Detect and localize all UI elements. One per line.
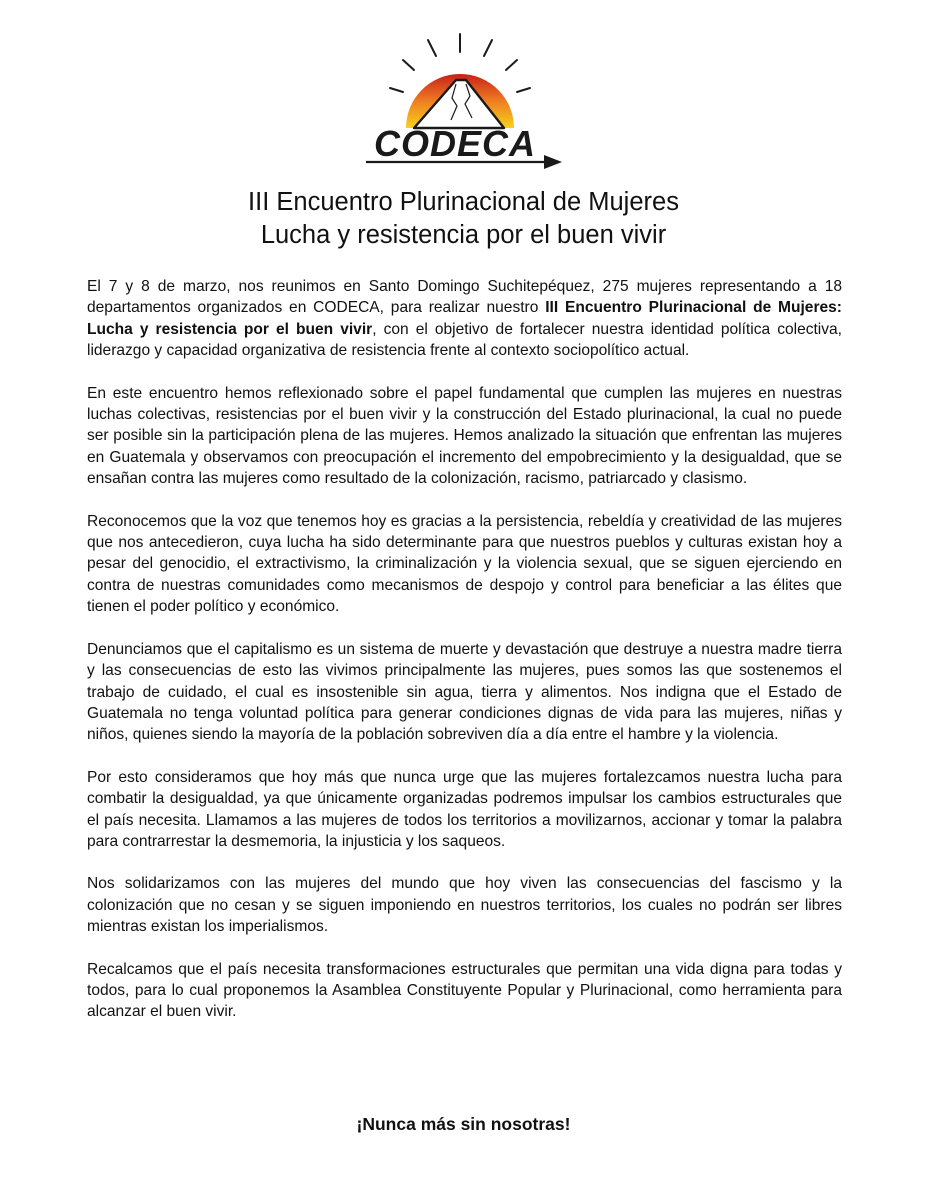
paragraph-1-event-name: III Encuentro Plurinacional de Mujeres: Lucha y resistencia por el buen vivir	[87, 299, 842, 338]
paragraph-1-rest: , con el objetivo de fortalecer nuestra identidad política colectiva, liderazgo y capacidad organizativa de resistencia frente al contexto sociopolítico actual.	[87, 320, 843, 360]
paragraph-3: Reconocemos que la voz que tenemos hoy es gracias a la persistencia, rebeldía y creatividad de las mujeres que nos antecedieron, cuya lucha ha sido determinante para que nuestros pueblos y culturas existan hoy a pesar del genocidio, el extractivismo, la criminalización y la violencia sexual, que se siguen ejerciendo en contra de nuestras comunidades como mecanismos de despojo y control para beneficiar a las élites que tienen el poder político y económico.	[87, 512, 842, 616]
paragraph-5: Por esto consideramos que hoy más que nunca urge que las mujeres fortalezcamos nuestra lucha para combatir la desigualdad, ya que únicamente organizadas podremos impulsar los cambios estructurales que el país necesita. Llamamos a las mujeres de todos los territorios a movilizarnos, accionar y tomar la palabra para contrarrestar la desmemoria, la injusticia y los saqueos.	[87, 768, 842, 850]
paragraph-6: Nos solidarizamos con las mujeres del mundo que hoy viven las consecuencias del fascismo y la colonización que no cesan y se siguen imponiendo en nuestros territorios, los cuales no podrán ser libres mientras existan los imperialismos.	[87, 875, 842, 936]
logo-text: CODECA	[374, 123, 537, 164]
paragraph-2: En este encuentro hemos reflexionado sobre el papel fundamental que cumplen las mujeres en nuestras luchas colectivas, resistencias por el buen vivir y la construcción del Estado plurinacional, la cual no puede ser posible sin la participación plena de las mujeres. Hemos analizado la situación que enfrentan las mujeres en Guatemala y observamos con preocupación el incremento del empobrecimiento y la desigualdad, que se ensañan contra las mujeres como resultado de la colonización, racismo, patriarcado y clasismo.	[87, 384, 842, 488]
closing-slogan: ¡Nunca más sin nosotras!	[356, 1114, 571, 1134]
title-line-1: III Encuentro Plurinacional de Mujeres	[248, 188, 679, 216]
document-body	[87, 276, 842, 1044]
document-title	[0, 186, 927, 252]
codeca-logo	[348, 26, 580, 174]
paragraph-7: Recalcamos que el país necesita transformaciones estructurales que permitan una vida digna para todas y todos, para lo cual proponemos la Asamblea Constituyente Popular y Plurinacional, como herramienta para alcanzar el buen vivir.	[87, 960, 842, 1021]
paragraph-4: Denunciamos que el capitalismo es un sistema de muerte y devastación que destruye a nuestra madre tierra y las consecuencias de esto las vivimos principalmente las mujeres, pues somos las que sostenemos el trabajo de cuidado, el cual es insostenible sin agua, tierra y alimentos. Nos indigna que el Estado de Guatemala no tenga voluntad política para generar condiciones dignas de vida para las mujeres, niñas y niños, quienes siendo la mayoría de la población sobreviven día a día entre el hambre y la violencia.	[87, 640, 842, 744]
paragraph-1	[87, 276, 842, 362]
paragraph-1-intro: El 7 y 8 de marzo, nos reunimos en Santo Domingo Suchitepéquez, 275 mujeres representando a 18 departamentos organizados en CODECA, para realizar nuestro	[87, 278, 842, 317]
title-line-2: Lucha y resistencia por el buen vivir	[260, 221, 667, 249]
